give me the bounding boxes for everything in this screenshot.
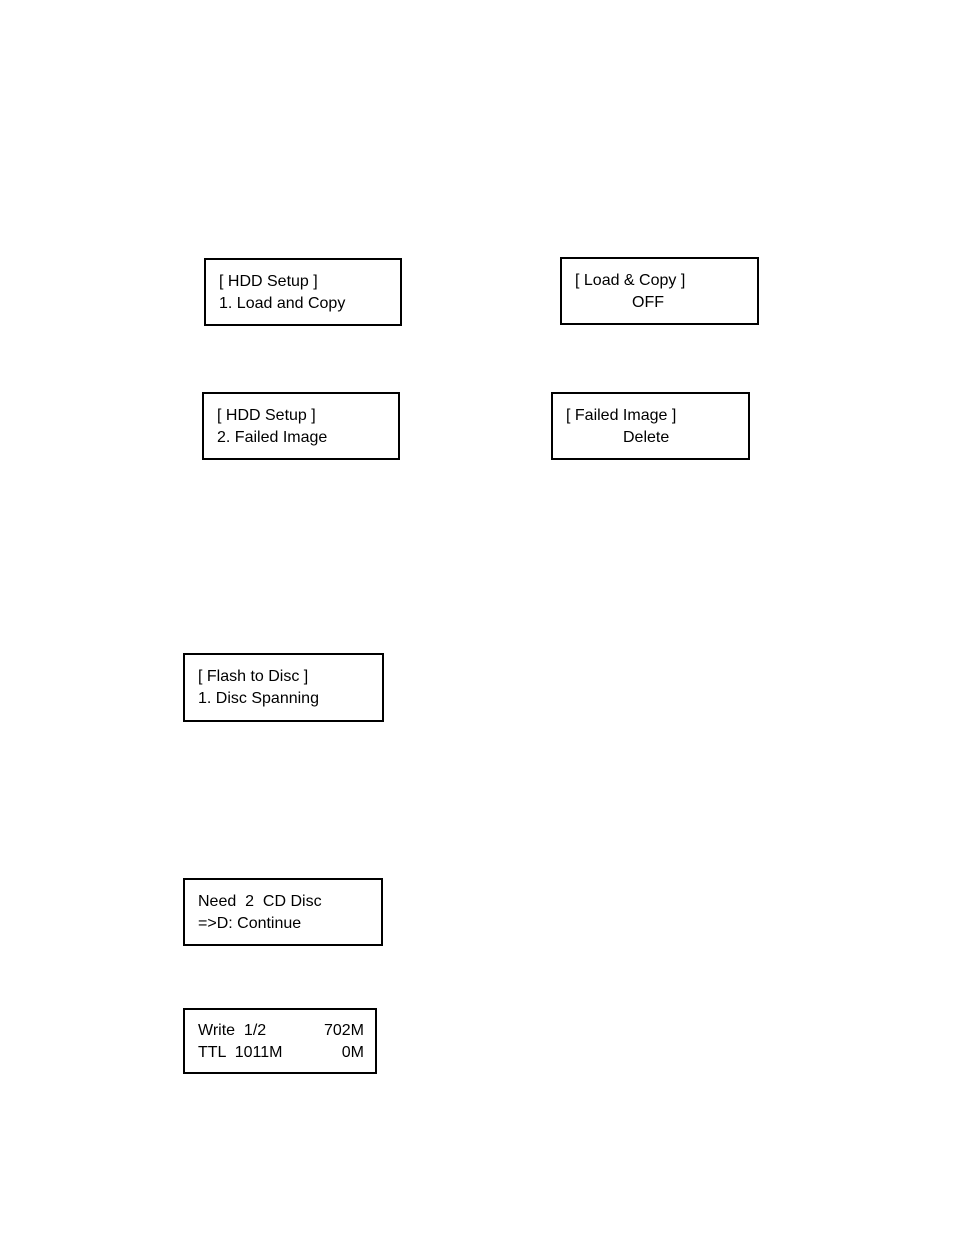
lcd-line-1: [ Failed Image ] xyxy=(566,407,677,424)
lcd-screen-write-status xyxy=(183,1008,377,1074)
lcd-line-2: 2. Failed Image xyxy=(217,429,328,446)
lcd-screen-need-cd-disc xyxy=(183,878,383,946)
written-size-value: 702M xyxy=(323,1022,364,1039)
lcd-line-2: OFF xyxy=(632,294,664,311)
lcd-line-1: Need 2 CD Disc xyxy=(198,893,322,910)
remaining-size-value: 0M xyxy=(341,1044,364,1061)
lcd-screen-hdd-setup-load-and-copy xyxy=(204,258,402,326)
lcd-line-2: 1. Disc Spanning xyxy=(198,690,319,707)
write-progress-label: Write 1/2 xyxy=(198,1022,267,1039)
lcd-line-2: 1. Load and Copy xyxy=(219,295,346,312)
lcd-screen-load-copy-off xyxy=(560,257,759,325)
lcd-screen-failed-image-delete xyxy=(551,392,750,460)
lcd-line-1: [ HDD Setup ] xyxy=(219,273,318,290)
lcd-line-2: =>D: Continue xyxy=(198,915,302,932)
lcd-line-1: [ HDD Setup ] xyxy=(217,407,316,424)
lcd-screen-hdd-setup-failed-image xyxy=(202,392,400,460)
lcd-line-2: Delete xyxy=(623,429,670,446)
lcd-line-1: [ Load & Copy ] xyxy=(575,272,686,289)
total-size-label: TTL 1011M xyxy=(198,1044,283,1061)
lcd-screen-flash-to-disc xyxy=(183,653,384,722)
lcd-line-1: [ Flash to Disc ] xyxy=(198,668,309,685)
